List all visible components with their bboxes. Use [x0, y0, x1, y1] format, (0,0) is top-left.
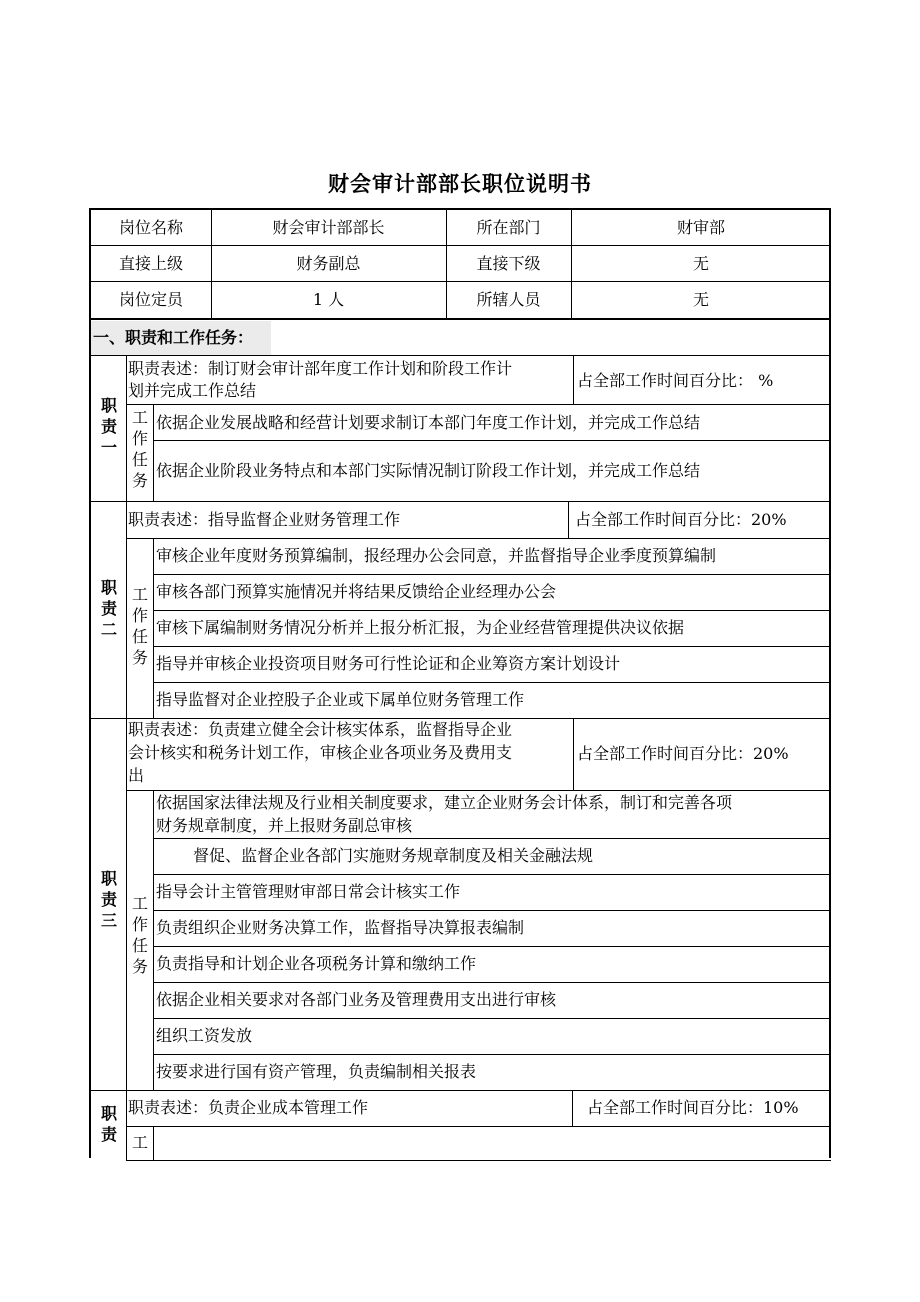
- duty2-task-1: 审核企业年度财务预算编制，报经理办公会同意，并监督指导企业季度预算编制: [156, 546, 717, 565]
- staff-value: 无: [692, 290, 709, 309]
- duty1-task-1: 依据企业发展战略和经营计划要求制订本部门年度工作计划，并完成工作总结: [156, 413, 701, 432]
- subordinate-label: 直接下级: [476, 254, 541, 273]
- duty4-tasks-label: 工: [131, 1133, 148, 1152]
- duty3-task-6: 依据企业相关要求对各部门业务及管理费用支出进行审核: [156, 990, 557, 1009]
- duty3-task-5: 负责指导和计划企业各项税务计算和缴纳工作: [156, 954, 477, 973]
- headcount-label: 岗位定员: [118, 290, 183, 309]
- duty3-tasks-label: 工作任务: [131, 894, 148, 976]
- headcount-value: 1 人: [312, 290, 345, 309]
- duty1-tasks-label: 工作任务: [131, 408, 148, 490]
- section-heading: 一、职责和工作任务：: [93, 328, 254, 347]
- duty2-task-5: 指导监督对企业控股子企业或下属单位财务管理工作: [156, 690, 525, 709]
- duty1-description-line2: 划并完成工作总结: [128, 381, 257, 400]
- supervisor-value: 财务副总: [296, 254, 361, 273]
- duty2-tasks-label: 工作任务: [131, 585, 148, 667]
- department-value: 财审部: [676, 218, 725, 237]
- duty2-label: 职责二: [100, 578, 117, 639]
- duty3-task-3: 指导会计主管管理财审部日常会计核实工作: [156, 882, 461, 901]
- duty3-task-4: 负责组织企业财务决算工作，监督指导决算报表编制: [156, 918, 525, 937]
- duty2-task-2: 审核各部门预算实施情况并将结果反馈给企业经理办公会: [156, 582, 557, 601]
- duty3-time-percent: 占全部工作时间百分比：20%: [577, 744, 789, 763]
- duty3-task-8: 按要求进行国有资产管理，负责编制相关报表: [156, 1062, 477, 1081]
- duty3-label: 职责三: [100, 869, 117, 930]
- duty3-task-1-line2: 财务规章制度，并上报财务副总审核: [156, 816, 413, 835]
- position-name-label: 岗位名称: [118, 218, 183, 237]
- duty2-task-3: 审核下属编制财务情况分析并上报分析汇报，为企业经营管理提供决议依据: [156, 618, 685, 637]
- duty1-task-2: 依据企业阶段业务特点和本部门实际情况制订阶段工作计划，并完成工作总结: [156, 461, 701, 480]
- duty3-description-line3: 出: [128, 766, 145, 785]
- duty1-label: 职责一: [100, 396, 117, 457]
- duty4-label: 职责: [100, 1104, 117, 1144]
- duty4-time-percent: 占全部工作时间百分比：10%: [587, 1098, 799, 1117]
- staff-label: 所辖人员: [476, 290, 541, 309]
- duty3-description-line2: 会计核实和税务计划工作，审核企业各项业务及费用支: [128, 743, 513, 762]
- duty3-task-2: 督促、监督企业各部门实施财务规章制度及相关金融法规: [193, 846, 594, 865]
- position-name-value: 财会审计部部长: [272, 218, 385, 237]
- duty2-time-percent: 占全部工作时间百分比：20%: [575, 510, 787, 529]
- duty2-description: 职责表述：指导监督企业财务管理工作: [128, 510, 401, 529]
- department-label: 所在部门: [476, 218, 541, 237]
- duty4-description: 职责表述：负责企业成本管理工作: [128, 1098, 369, 1117]
- duty1-time-percent: 占全部工作时间百分比： %: [577, 371, 774, 390]
- supervisor-label: 直接上级: [118, 254, 183, 273]
- document-title: 财会审计部部长职位说明书: [328, 172, 592, 196]
- job-description-table: [89, 208, 831, 1158]
- duty3-task-7: 组织工资发放: [156, 1026, 253, 1045]
- subordinate-value: 无: [692, 254, 709, 273]
- duty2-task-4: 指导并审核企业投资项目财务可行性论证和企业筹资方案计划设计: [156, 654, 621, 673]
- duty1-description-line1: 职责表述：制订财会审计部年度工作计划和阶段工作计: [128, 359, 513, 378]
- duty3-task-1-line1: 依据国家法律法规及行业相关制度要求，建立企业财务会计体系，制订和完善各项: [156, 793, 733, 812]
- duty3-description-line1: 职责表述：负责建立健全会计核实体系，监督指导企业: [128, 720, 513, 739]
